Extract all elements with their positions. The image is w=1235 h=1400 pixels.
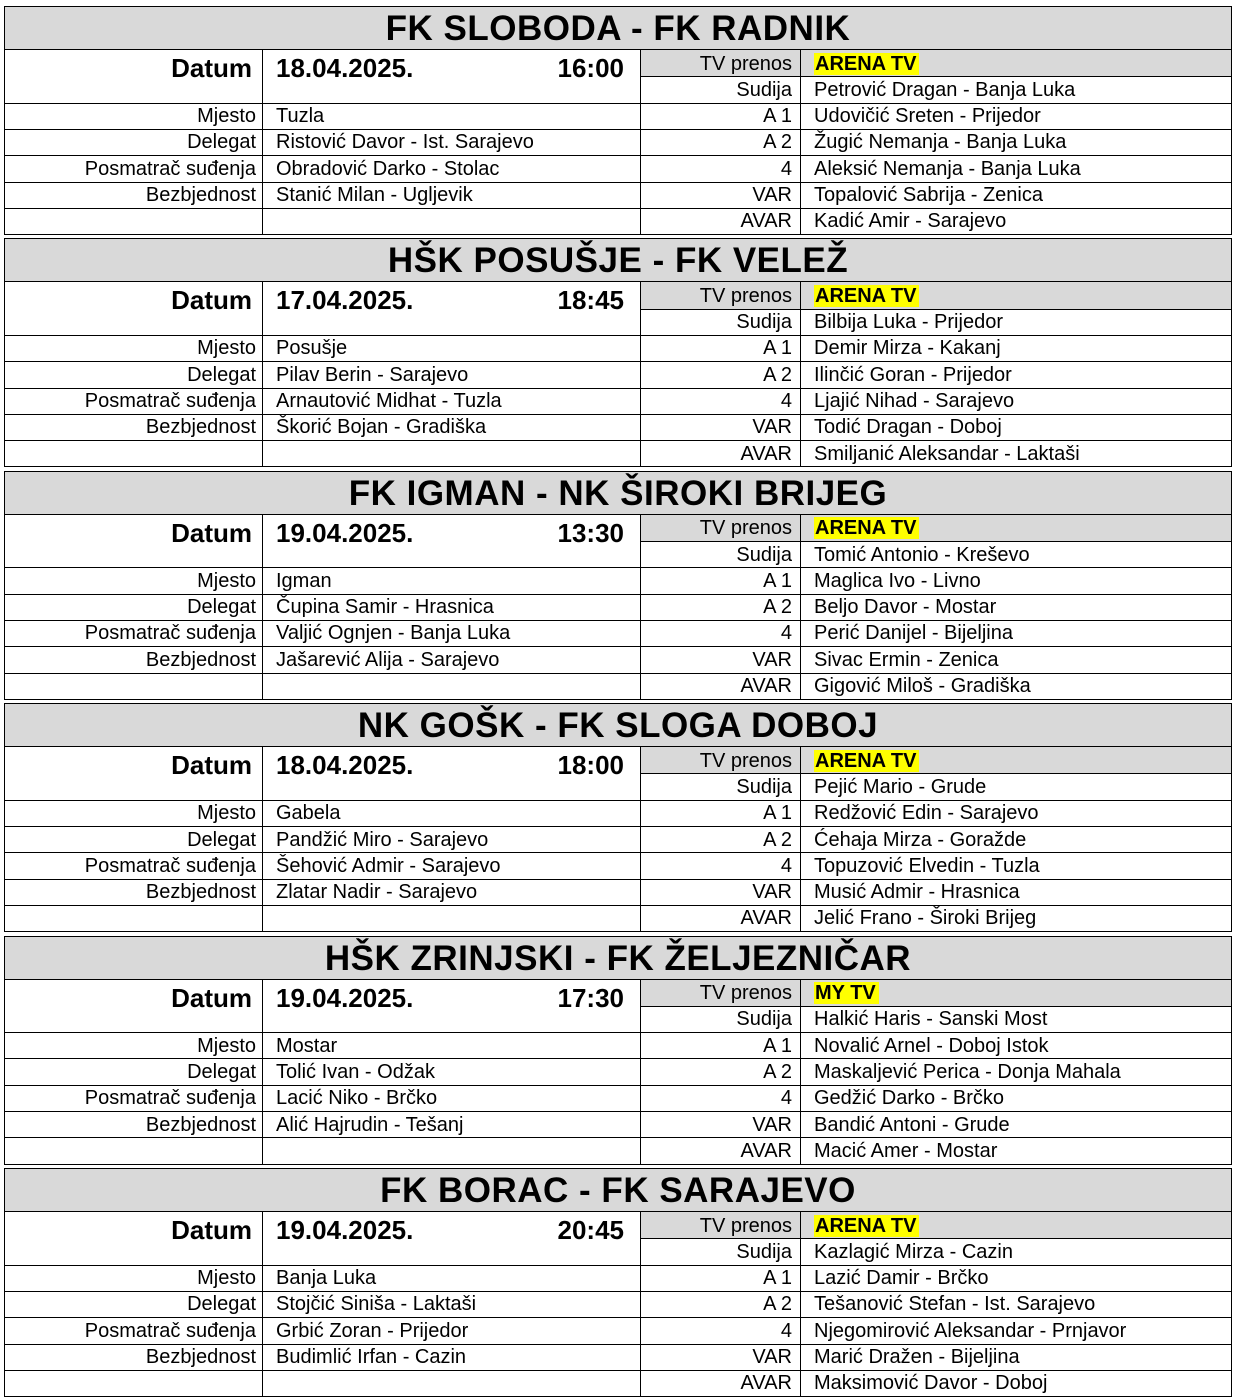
datum-label: Datum [171, 982, 252, 1013]
var-value: Topalović Sabrija - Zenica [814, 184, 1043, 206]
mjesto-value: Tuzla [276, 105, 325, 128]
delegat-value: Tolić Ivan - Odžak [276, 1060, 435, 1083]
var-label: VAR [752, 1113, 792, 1136]
match-date: 19.04.2025. [276, 517, 414, 548]
tv-channel-highlight: ARENA TV [814, 1215, 919, 1237]
a2-value: Tešanović Stefan - Ist. Sarajevo [814, 1293, 1096, 1316]
a1-label: A 1 [763, 1267, 792, 1290]
avar-label: AVAR [740, 1372, 792, 1395]
tv-value [814, 748, 919, 774]
mjesto-value: Igman [276, 569, 332, 592]
a2-label: A 2 [763, 596, 792, 619]
var-label: VAR [752, 881, 792, 904]
grid-line [4, 699, 1232, 700]
delegat-label: Delegat [187, 131, 256, 154]
bezbjednost-value: Jašarević Alija - Sarajevo [276, 648, 500, 671]
posmatrac-value: Lacić Niko - Brčko [276, 1087, 438, 1110]
a2-label: A 2 [763, 131, 792, 154]
fourth-label: 4 [780, 854, 792, 877]
tv-channel-highlight: ARENA TV [814, 750, 919, 772]
match-title: FK SLOBODA - FK RADNIK [4, 6, 1232, 50]
avar-label: AVAR [740, 1139, 792, 1162]
fourth-label: 4 [780, 622, 792, 645]
avar-value: Gigović Miloš - Gradiška [814, 675, 1031, 698]
grid-line [262, 1212, 263, 1396]
sudija-label: Sudija [736, 1240, 792, 1263]
delegat-value: Ristović Davor - Ist. Sarajevo [276, 131, 534, 154]
grid-line [262, 282, 263, 466]
grid-line [800, 282, 801, 466]
grid-line [1231, 1212, 1232, 1396]
match-block [4, 6, 1232, 238]
bezbjednost-value: Stanić Milan - Ugljevik [276, 184, 473, 206]
posmatrac-value: Valjić Ognjen - Banja Luka [276, 622, 511, 645]
mjesto-value: Banja Luka [276, 1267, 377, 1290]
posmatrac-value: Šehović Admir - Sarajevo [276, 854, 501, 877]
match-date: 18.04.2025. [276, 53, 414, 83]
grid-line [1231, 282, 1232, 466]
avar-label: AVAR [740, 210, 792, 233]
var-value: Sivac Ermin - Zenica [814, 648, 999, 671]
posmatrac-value: Arnautović Midhat - Tuzla [276, 390, 502, 413]
mjesto-value: Gabela [276, 802, 341, 825]
sudija-value: Petrović Dragan - Banja Luka [814, 78, 1076, 101]
a1-label: A 1 [763, 802, 792, 825]
avar-value: Jelić Frano - Široki Brijeg [814, 907, 1037, 930]
grid-line [1231, 980, 1232, 1164]
match-date: 18.04.2025. [276, 750, 414, 781]
match-time: 18:45 [557, 285, 624, 316]
bezbjednost-value: Budimlić Irfan - Cazin [276, 1346, 467, 1368]
bezbjednost-label: Bezbjednost [145, 416, 256, 439]
match-date: 19.04.2025. [276, 1215, 414, 1245]
a2-label: A 2 [763, 363, 792, 386]
grid-line [4, 1396, 1232, 1397]
datum-label: Datum [171, 750, 252, 781]
a2-value: Ilinčić Goran - Prijedor [814, 363, 1012, 386]
a2-label: A 2 [763, 828, 792, 851]
tv-label: TV prenos [699, 284, 792, 307]
bezbjednost-value: Zlatar Nadir - Sarajevo [276, 881, 478, 904]
match-title: NK GOŠK - FK SLOGA DOBOJ [4, 703, 1232, 747]
grid-line [4, 466, 1232, 467]
avar-label: AVAR [740, 675, 792, 698]
grid-line [262, 747, 263, 931]
posmatrac-value: Obradović Darko - Stolac [276, 157, 500, 180]
grid-line [4, 1164, 1232, 1165]
tv-channel-highlight: ARENA TV [814, 517, 919, 539]
a2-value: Ćehaja Mirza - Goražde [814, 828, 1027, 851]
match-time: 16:00 [557, 53, 624, 83]
fourth-label: 4 [780, 1319, 792, 1342]
mjesto-label: Mjesto [197, 569, 256, 592]
bezbjednost-value: Alić Hajrudin - Tešanj [276, 1113, 464, 1136]
delegat-value: Čupina Samir - Hrasnica [276, 596, 494, 619]
datum-label: Datum [171, 517, 252, 548]
a2-value: Beljo Davor - Mostar [814, 596, 997, 619]
tv-value [814, 980, 879, 1006]
fourth-value: Topuzović Elvedin - Tuzla [814, 854, 1040, 877]
datum-label: Datum [171, 285, 252, 316]
tv-value [814, 51, 919, 77]
a1-value: Udovičić Sreten - Prijedor [814, 105, 1041, 128]
grid-line [1231, 50, 1232, 234]
delegat-label: Delegat [187, 1060, 256, 1083]
grid-line [800, 50, 801, 234]
bezbjednost-label: Bezbjednost [145, 881, 256, 904]
mjesto-label: Mjesto [197, 802, 256, 825]
grid-line [4, 234, 1232, 235]
var-label: VAR [752, 1346, 792, 1368]
grid-line [262, 515, 263, 699]
delegat-value: Pilav Berin - Sarajevo [276, 363, 469, 386]
fourth-label: 4 [780, 1087, 792, 1110]
grid-line [1231, 515, 1232, 699]
a2-label: A 2 [763, 1293, 792, 1316]
grid-line [1231, 747, 1232, 931]
match-time: 18:00 [557, 750, 624, 781]
datum-label: Datum [171, 1215, 252, 1245]
sudija-value: Tomić Antonio - Kreševo [814, 543, 1030, 566]
posmatrac-label: Posmatrač suđenja [84, 1087, 256, 1110]
tv-label: TV prenos [699, 52, 792, 75]
delegat-label: Delegat [187, 363, 256, 386]
fourth-value: Gedžić Darko - Brčko [814, 1087, 1005, 1110]
posmatrac-label: Posmatrač suđenja [84, 1319, 256, 1342]
a1-value: Maglica Ivo - Livno [814, 569, 981, 592]
fourth-value: Aleksić Nemanja - Banja Luka [814, 157, 1081, 180]
avar-value: Maksimović Davor - Doboj [814, 1372, 1048, 1395]
a2-value: Maskaljević Perica - Donja Mahala [814, 1060, 1121, 1083]
fourth-value: Ljajić Nihad - Sarajevo [814, 390, 1015, 413]
grid-line [800, 1212, 801, 1396]
grid-line [800, 515, 801, 699]
bezbjednost-label: Bezbjednost [145, 648, 256, 671]
var-value: Bandić Antoni - Grude [814, 1113, 1010, 1136]
a1-value: Redžović Edin - Sarajevo [814, 802, 1039, 825]
grid-line [800, 747, 801, 931]
a1-label: A 1 [763, 105, 792, 128]
sudija-label: Sudija [736, 78, 792, 101]
posmatrac-label: Posmatrač suđenja [84, 854, 256, 877]
grid-line [800, 980, 801, 1164]
delegat-label: Delegat [187, 596, 256, 619]
sudija-label: Sudija [736, 775, 792, 798]
mjesto-value: Mostar [276, 1034, 338, 1057]
posmatrac-label: Posmatrač suđenja [84, 390, 256, 413]
a1-value: Novalić Arnel - Doboj Istok [814, 1034, 1049, 1057]
tv-channel-highlight: ARENA TV [814, 285, 919, 307]
a1-label: A 1 [763, 1034, 792, 1057]
mjesto-label: Mjesto [197, 1267, 256, 1290]
match-title: HŠK POSUŠJE - FK VELEŽ [4, 238, 1232, 282]
a1-label: A 1 [763, 569, 792, 592]
datum-label: Datum [171, 53, 252, 83]
a1-value: Lazić Damir - Brčko [814, 1267, 989, 1290]
avar-value: Smiljanić Aleksandar - Laktaši [814, 442, 1080, 465]
tv-label: TV prenos [699, 1214, 792, 1237]
var-label: VAR [752, 184, 792, 206]
match-block [4, 1168, 1232, 1400]
sudija-label: Sudija [736, 311, 792, 334]
match-title: FK IGMAN - NK ŠIROKI BRIJEG [4, 471, 1232, 515]
bezbjednost-value: Škorić Bojan - Gradiška [276, 416, 487, 439]
fourth-label: 4 [780, 390, 792, 413]
delegat-value: Pandžić Miro - Sarajevo [276, 828, 489, 851]
var-value: Todić Dragan - Doboj [814, 416, 1002, 439]
sudija-label: Sudija [736, 543, 792, 566]
grid-line [4, 931, 1232, 932]
avar-label: AVAR [740, 442, 792, 465]
match-block [4, 471, 1232, 703]
match-time: 13:30 [557, 517, 624, 548]
sudija-value: Kazlagić Mirza - Cazin [814, 1240, 1013, 1263]
mjesto-label: Mjesto [197, 337, 256, 360]
match-block [4, 703, 1232, 935]
avar-value: Macić Amer - Mostar [814, 1139, 998, 1162]
a2-label: A 2 [763, 1060, 792, 1083]
match-time: 20:45 [557, 1215, 624, 1245]
fourth-value: Njegomirović Aleksandar - Prnjavor [814, 1319, 1127, 1342]
mjesto-value: Posušje [276, 337, 348, 360]
match-date: 17.04.2025. [276, 285, 414, 316]
match-date: 19.04.2025. [276, 982, 414, 1013]
a1-label: A 1 [763, 337, 792, 360]
match-title: HŠK ZRINJSKI - FK ŽELJEZNIČAR [4, 936, 1232, 980]
a1-value: Demir Mirza - Kakanj [814, 337, 1001, 360]
posmatrac-label: Posmatrač suđenja [84, 622, 256, 645]
tv-label: TV prenos [699, 517, 792, 540]
tv-value [814, 515, 919, 541]
bezbjednost-label: Bezbjednost [145, 1346, 256, 1368]
match-block [4, 936, 1232, 1168]
tv-value [814, 283, 919, 309]
bezbjednost-label: Bezbjednost [145, 1113, 256, 1136]
match-block [4, 238, 1232, 470]
avar-value: Kadić Amir - Sarajevo [814, 210, 1007, 233]
delegat-label: Delegat [187, 1293, 256, 1316]
fourth-value: Perić Danijel - Bijeljina [814, 622, 1013, 645]
var-value: Marić Dražen - Bijeljina [814, 1346, 1020, 1368]
bezbjednost-label: Bezbjednost [145, 184, 256, 206]
mjesto-label: Mjesto [197, 1034, 256, 1057]
a2-value: Žugić Nemanja - Banja Luka [814, 131, 1067, 154]
fourth-label: 4 [780, 157, 792, 180]
grid-line [262, 50, 263, 234]
tv-label: TV prenos [699, 982, 792, 1005]
match-time: 17:30 [557, 982, 624, 1013]
tv-channel-highlight: MY TV [814, 982, 879, 1004]
sudija-value: Halkić Haris - Sanski Most [814, 1008, 1048, 1031]
grid-line [262, 980, 263, 1164]
tv-value [814, 1213, 919, 1239]
posmatrac-value: Grbić Zoran - Prijedor [276, 1319, 469, 1342]
sudija-label: Sudija [736, 1008, 792, 1031]
tv-channel-highlight: ARENA TV [814, 53, 919, 75]
mjesto-label: Mjesto [197, 105, 256, 128]
tv-label: TV prenos [699, 749, 792, 772]
delegat-label: Delegat [187, 828, 256, 851]
match-title: FK BORAC - FK SARAJEVO [4, 1168, 1232, 1212]
var-label: VAR [752, 416, 792, 439]
var-label: VAR [752, 648, 792, 671]
sudija-value: Bilbija Luka - Prijedor [814, 311, 1003, 334]
delegat-value: Stojčić Siniša - Laktaši [276, 1293, 477, 1316]
posmatrac-label: Posmatrač suđenja [84, 157, 256, 180]
avar-label: AVAR [740, 907, 792, 930]
sudija-value: Pejić Mario - Grude [814, 775, 987, 798]
var-value: Musić Admir - Hrasnica [814, 881, 1020, 904]
